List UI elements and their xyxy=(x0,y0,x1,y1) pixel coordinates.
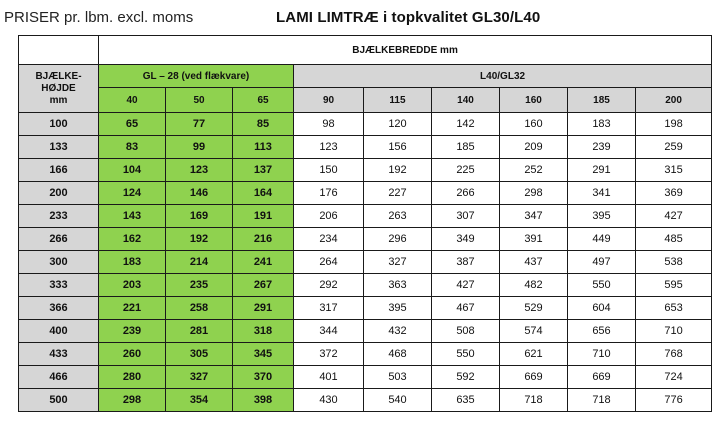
row-height-label: 433 xyxy=(19,343,99,366)
price-cell: 216 xyxy=(233,228,294,251)
price-cell: 768 xyxy=(636,343,712,366)
price-cell: 503 xyxy=(364,366,432,389)
price-cell: 724 xyxy=(636,366,712,389)
price-cell: 260 xyxy=(99,343,166,366)
price-cell: 669 xyxy=(568,366,636,389)
price-cell: 395 xyxy=(364,297,432,320)
price-cell: 206 xyxy=(294,205,364,228)
row-height-label: 100 xyxy=(19,113,99,136)
price-cell: 85 xyxy=(233,113,294,136)
price-cell: 185 xyxy=(432,136,500,159)
price-cell: 449 xyxy=(568,228,636,251)
width-col-header: 40 xyxy=(99,88,166,113)
price-cell: 225 xyxy=(432,159,500,182)
row-height-label: 366 xyxy=(19,297,99,320)
price-cell: 635 xyxy=(432,389,500,412)
price-cell: 169 xyxy=(166,205,233,228)
price-cell: 259 xyxy=(636,136,712,159)
price-cell: 164 xyxy=(233,182,294,205)
row-height-label: 200 xyxy=(19,182,99,205)
price-cell: 540 xyxy=(364,389,432,412)
price-cell: 150 xyxy=(294,159,364,182)
price-cell: 327 xyxy=(166,366,233,389)
price-cell: 710 xyxy=(568,343,636,366)
price-cell: 307 xyxy=(432,205,500,228)
price-cell: 235 xyxy=(166,274,233,297)
price-cell: 538 xyxy=(636,251,712,274)
page-title: LAMI LIMTRÆ i topkvalitet GL30/L40 xyxy=(276,9,541,26)
table-row xyxy=(19,389,712,412)
price-cell: 621 xyxy=(500,343,568,366)
price-cell: 99 xyxy=(166,136,233,159)
row-height-label: 333 xyxy=(19,274,99,297)
price-cell: 203 xyxy=(99,274,166,297)
price-cell: 718 xyxy=(500,389,568,412)
row-height-label: 166 xyxy=(19,159,99,182)
price-cell: 574 xyxy=(500,320,568,343)
price-cell: 266 xyxy=(432,182,500,205)
row-height-label: 133 xyxy=(19,136,99,159)
price-cell: 280 xyxy=(99,366,166,389)
width-col-header: 90 xyxy=(294,88,364,113)
price-cell: 124 xyxy=(99,182,166,205)
price-cell: 176 xyxy=(294,182,364,205)
price-cell: 191 xyxy=(233,205,294,228)
table-row xyxy=(19,205,712,228)
width-col-header: 140 xyxy=(432,88,500,113)
price-cell: 398 xyxy=(233,389,294,412)
row-height-label: 400 xyxy=(19,320,99,343)
price-cell: 595 xyxy=(636,274,712,297)
price-cell: 370 xyxy=(233,366,294,389)
price-cell: 264 xyxy=(294,251,364,274)
price-cell: 718 xyxy=(568,389,636,412)
price-cell: 123 xyxy=(166,159,233,182)
price-cell: 239 xyxy=(568,136,636,159)
price-cell: 267 xyxy=(233,274,294,297)
price-cell: 427 xyxy=(432,274,500,297)
price-cell: 291 xyxy=(568,159,636,182)
row-height-label: 300 xyxy=(19,251,99,274)
price-cell: 592 xyxy=(432,366,500,389)
price-cell: 146 xyxy=(166,182,233,205)
height-header: BJÆLKE- HØJDE mm xyxy=(19,65,99,113)
width-col-header: 160 xyxy=(500,88,568,113)
table-row xyxy=(19,343,712,366)
price-cell: 341 xyxy=(568,182,636,205)
price-cell: 669 xyxy=(500,366,568,389)
price-cell: 363 xyxy=(364,274,432,297)
price-cell: 345 xyxy=(233,343,294,366)
price-cell: 401 xyxy=(294,366,364,389)
price-cell: 162 xyxy=(99,228,166,251)
table-row xyxy=(19,113,712,136)
price-cell: 263 xyxy=(364,205,432,228)
price-cell: 142 xyxy=(432,113,500,136)
price-cell: 98 xyxy=(294,113,364,136)
price-cell: 467 xyxy=(432,297,500,320)
price-cell: 298 xyxy=(500,182,568,205)
price-cell: 192 xyxy=(166,228,233,251)
price-cell: 485 xyxy=(636,228,712,251)
width-col-header: 50 xyxy=(166,88,233,113)
price-cell: 318 xyxy=(233,320,294,343)
width-col-header: 115 xyxy=(364,88,432,113)
price-cell: 281 xyxy=(166,320,233,343)
price-cell: 349 xyxy=(432,228,500,251)
price-cell: 604 xyxy=(568,297,636,320)
price-cell: 77 xyxy=(166,113,233,136)
price-cell: 550 xyxy=(568,274,636,297)
price-cell: 198 xyxy=(636,113,712,136)
price-cell: 214 xyxy=(166,251,233,274)
price-cell: 508 xyxy=(432,320,500,343)
price-cell: 252 xyxy=(500,159,568,182)
price-cell: 120 xyxy=(364,113,432,136)
table-row xyxy=(19,159,712,182)
price-cell: 432 xyxy=(364,320,432,343)
price-cell: 482 xyxy=(500,274,568,297)
row-height-label: 266 xyxy=(19,228,99,251)
price-cell: 296 xyxy=(364,228,432,251)
price-note: PRISER pr. lbm. excl. moms xyxy=(4,9,194,26)
price-cell: 776 xyxy=(636,389,712,412)
price-cell: 83 xyxy=(99,136,166,159)
price-cell: 395 xyxy=(568,205,636,228)
price-cell: 192 xyxy=(364,159,432,182)
corner-cell xyxy=(19,36,99,65)
price-cell: 258 xyxy=(166,297,233,320)
price-cell: 305 xyxy=(166,343,233,366)
row-height-label: 500 xyxy=(19,389,99,412)
table-row xyxy=(19,136,712,159)
width-col-header: 185 xyxy=(568,88,636,113)
price-cell: 497 xyxy=(568,251,636,274)
price-cell: 137 xyxy=(233,159,294,182)
price-cell: 298 xyxy=(99,389,166,412)
table-row xyxy=(19,366,712,389)
price-cell: 430 xyxy=(294,389,364,412)
price-cell: 387 xyxy=(432,251,500,274)
price-cell: 369 xyxy=(636,182,712,205)
price-cell: 123 xyxy=(294,136,364,159)
price-cell: 391 xyxy=(500,228,568,251)
price-cell: 529 xyxy=(500,297,568,320)
price-cell: 354 xyxy=(166,389,233,412)
table-row xyxy=(19,320,712,343)
group-gl28-header: GL – 28 (ved flækvare) xyxy=(99,65,294,88)
price-cell: 710 xyxy=(636,320,712,343)
price-cell: 227 xyxy=(364,182,432,205)
row-height-label: 233 xyxy=(19,205,99,228)
price-cell: 65 xyxy=(99,113,166,136)
row-height-label: 466 xyxy=(19,366,99,389)
price-cell: 291 xyxy=(233,297,294,320)
width-header: BJÆLKEBREDDE mm xyxy=(99,36,712,65)
price-cell: 347 xyxy=(500,205,568,228)
price-cell: 653 xyxy=(636,297,712,320)
price-cell: 104 xyxy=(99,159,166,182)
table-row xyxy=(19,297,712,320)
price-cell: 234 xyxy=(294,228,364,251)
price-cell: 183 xyxy=(99,251,166,274)
price-cell: 156 xyxy=(364,136,432,159)
table-row xyxy=(19,274,712,297)
width-col-header: 65 xyxy=(233,88,294,113)
table-row xyxy=(19,182,712,205)
table-row xyxy=(19,251,712,274)
price-table xyxy=(18,35,712,412)
price-cell: 468 xyxy=(364,343,432,366)
price-cell: 113 xyxy=(233,136,294,159)
price-cell: 317 xyxy=(294,297,364,320)
price-cell: 372 xyxy=(294,343,364,366)
price-cell: 183 xyxy=(568,113,636,136)
price-cell: 209 xyxy=(500,136,568,159)
price-cell: 550 xyxy=(432,343,500,366)
width-col-header: 200 xyxy=(636,88,712,113)
price-cell: 427 xyxy=(636,205,712,228)
price-cell: 239 xyxy=(99,320,166,343)
price-cell: 160 xyxy=(500,113,568,136)
price-cell: 143 xyxy=(99,205,166,228)
price-cell: 221 xyxy=(99,297,166,320)
price-cell: 656 xyxy=(568,320,636,343)
price-cell: 241 xyxy=(233,251,294,274)
price-cell: 315 xyxy=(636,159,712,182)
group-l40-header: L40/GL32 xyxy=(294,65,712,88)
table-row xyxy=(19,228,712,251)
price-cell: 327 xyxy=(364,251,432,274)
price-cell: 437 xyxy=(500,251,568,274)
price-cell: 344 xyxy=(294,320,364,343)
price-cell: 292 xyxy=(294,274,364,297)
